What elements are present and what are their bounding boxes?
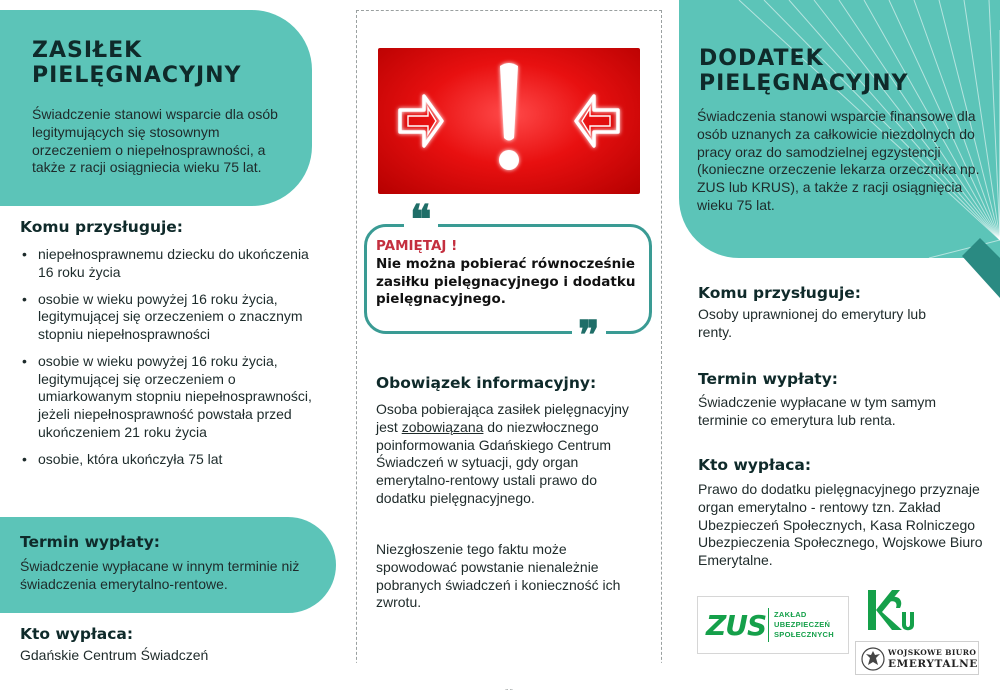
zus-name: ZAKŁAD UBEZPIECZEŃ SPOŁECZNYCH — [774, 610, 834, 639]
obowiazek-heading: Obowiązek informacyjny: — [376, 374, 597, 392]
zasilek-intro: Świadczenie stanowi wsparcie dla osób legitymujących się stosownym orzeczeniem o niepełnosprawności, a także z racji osiągniecia wieku 75 lat. — [32, 106, 278, 176]
zasilek-komu-heading: Komu przysługuje: — [20, 218, 183, 236]
zasilek-title: ZASIŁEK PIELĘGNACYJNY — [32, 38, 242, 89]
quote-close-icon: ❞ — [572, 316, 606, 354]
dodatek-kto-text: Prawo do dodatku pielęgnacyjnego przyznaje organ emerytalno - rentowy tzn. Zakład Ubezpieczeń Społecznych, Kasa Rolniczego Ubezpieczenia Społecznego, Wojskowe Biuro Emerytalne. — [698, 481, 983, 569]
zasilek-termin-panel — [0, 517, 336, 613]
krus-emblem-icon — [858, 584, 920, 638]
web-name-line2: EMERYTALNE — [888, 658, 978, 670]
diagonal-stripe-decoration — [962, 224, 1000, 298]
dodatek-intro: Świadczenia stanowi wsparcie finansowe dla osób uznanych za całkowicie niezdolnych do pracy oraz do samodzielnej egzystencji (konieczne orzeczenie lekarza orzecznika np. ZUS lub KRUS), a także z racji osiągnięcia wieku 75 lat. — [697, 108, 980, 213]
exclamation-arrows-icon — [378, 48, 640, 194]
list-item: • osobie w wieku powyżej 16 roku życia, legitymującej się orzeczeniem o znacznym stopniu niepełnosprawności — [20, 291, 320, 344]
eagle-emblem-icon — [861, 646, 885, 672]
zasilek-termin-heading: Termin wypłaty: — [20, 533, 161, 551]
pamietaj-label: PAMIĘTAJ ! — [376, 238, 458, 254]
zasilek-kto-text: Gdańskie Centrum Świadczeń — [20, 647, 209, 663]
zus-mark: ZUS — [706, 609, 767, 642]
wojskowe-biuro-logo — [855, 641, 979, 675]
web-name-line1: WOJSKOWE BIURO — [888, 648, 977, 657]
left-header-panel — [0, 10, 312, 206]
zasilek-kto-heading: Kto wypłaca: — [20, 625, 134, 643]
dodatek-komu-text: Osoby uprawnionej do emerytury lub renty. — [698, 306, 927, 340]
list-item: • niepełnosprawnemu dziecku do ukończenia 16 roku życia — [20, 246, 320, 282]
dodatek-termin-heading: Termin wypłaty: — [698, 370, 839, 388]
list-item: • osobie, która ukończyła 75 lat — [20, 451, 320, 469]
zobowiazana-underlined: zobowiązana — [401, 418, 484, 435]
dodatek-komu-heading: Komu przysługuje: — [698, 284, 861, 302]
right-header-panel — [679, 0, 1000, 258]
dodatek-title: DODATEK PIELĘGNACYJNY — [699, 46, 909, 97]
quote-open-icon: ❝ — [404, 200, 438, 238]
obowiazek-text: Osoba pobierająca zasiłek pielęgnacyjny jest zobowiązana do niezwłocznego poinformowania Gdańskiego Centrum Świadczeń w sytuacji, gdy organ emerytalno-rentowy ustali prawo do dodatku pielęgnacyjnego. — [376, 401, 629, 506]
zus-divider — [768, 608, 769, 642]
warning-sign-image — [378, 48, 640, 194]
pamietaj-text: Nie można pobierać równocześnie zasiłku pielęgnacyjnego i dodatku pielęgnacyjnego. — [376, 256, 636, 308]
zasilek-komu-list — [20, 246, 320, 477]
dodatek-kto-heading: Kto wypłaca: — [698, 456, 812, 474]
zus-logo — [697, 596, 849, 654]
zasilek-termin-text: Świadczenie wypłacane w innym terminie niż świadczenia emerytalno-rentowe. — [20, 558, 300, 592]
list-item: • osobie w wieku powyżej 16 roku życia, legitymującej się orzeczeniem o umiarkowanym stopniu niepełnosprawności, jeżeli niepełnosprawność powstała przed ukończeniem 21 roku życia — [20, 353, 320, 442]
krus-logo — [858, 584, 920, 638]
dodatek-termin-text: Świadczenie wypłacane w tym samym terminie co emerytura lub renta. — [698, 394, 937, 428]
niezgloszenie-text: Niezgłoszenie tego faktu może spowodować powstanie nienależnie pobranych świadczeń i konieczność ich zwrotu. — [376, 541, 621, 611]
